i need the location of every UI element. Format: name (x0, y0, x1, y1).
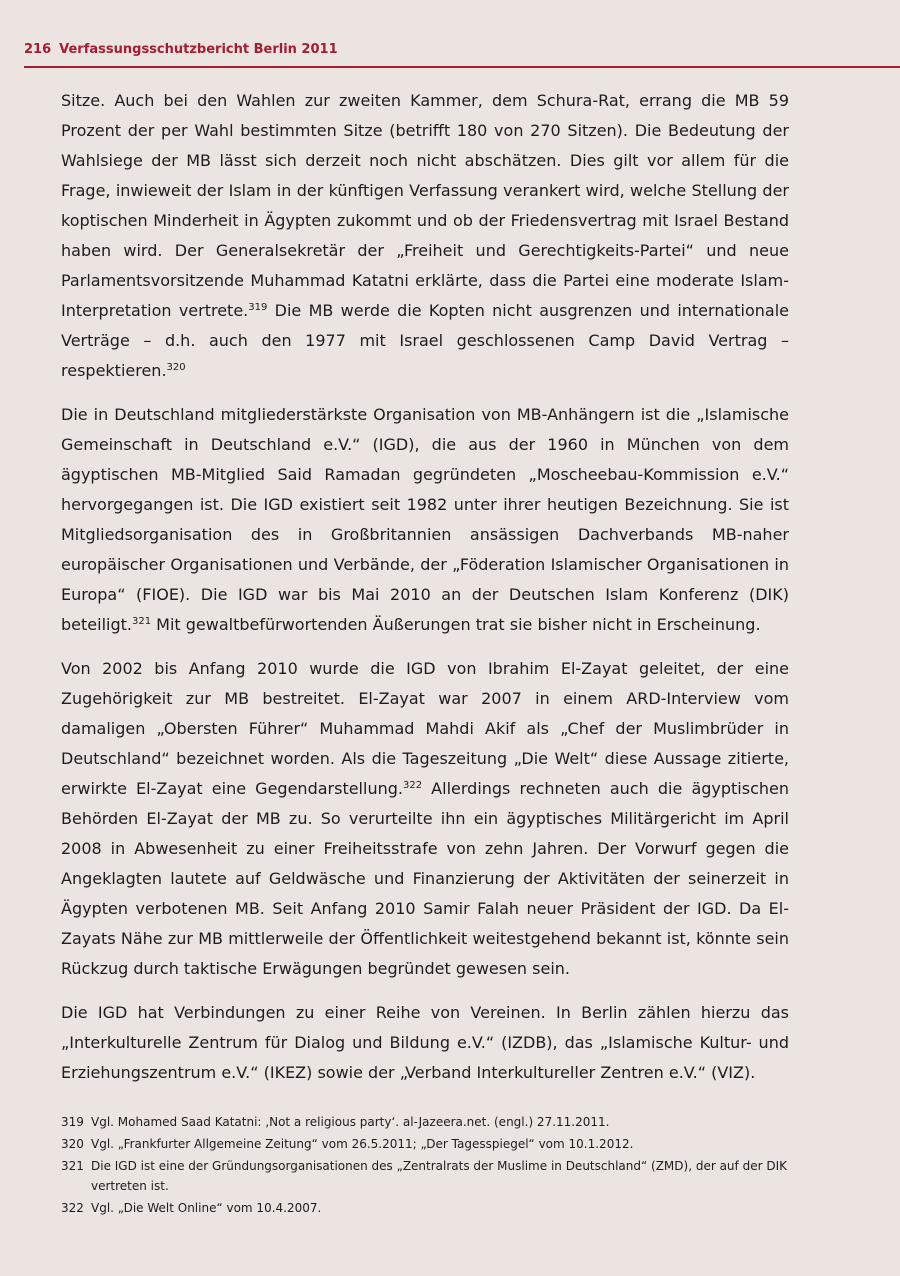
header-title: Verfassungsschutzbericht Berlin 2011 (59, 42, 338, 57)
footnote-320 (61, 1134, 801, 1154)
footnote-text: Die IGD ist eine der Gründungsorganisationen des „Zentralrats der Muslime in Deutschland“ (ZMD), der auf der DIK vertreten ist. (91, 1159, 787, 1193)
page-number: 216 (24, 42, 52, 57)
paragraph-text: Die IGD hat Verbindungen zu einer Reihe von Vereinen. In Berlin zählen hierzu das „Interkulturelle Zentrum für Dialog und Bildung e.V.“ (IZDB), das „Islamische Kultur- und Erziehungszentrum e.V.“ (IKEZ) sowie der „Verband Interkultureller Zentren e.V.“ (VIZ). (61, 1003, 789, 1082)
footnotes (61, 1112, 801, 1220)
body-text (61, 86, 789, 1102)
footnote-text: Vgl. „Frankfurter Allgemeine Zeitung“ vom 26.5.2011; „Der Tagesspiegel“ vom 10.1.2012. (91, 1137, 634, 1151)
paragraph-1 (61, 86, 789, 386)
paragraph-4 (61, 998, 789, 1088)
footnote-number: 322 (61, 1201, 84, 1215)
paragraph-2 (61, 400, 789, 640)
footnote-ref-322[interactable]: 322 (402, 780, 423, 791)
paragraph-3 (61, 654, 789, 984)
footnote-text: Vgl. Mohamed Saad Katatni: ‚Not a religious party‘. al-Jazeera.net. (engl.) 27.11.2011. (91, 1115, 610, 1129)
paragraph-text: Die in Deutschland mitgliederstärkste Organisation von MB-Anhängern ist die „Islamische Gemeinschaft in Deutschland e.V.“ (IGD), die aus der 1960 in München von dem ägyptischen MB-Mitglied Said Ramadan gegründeten „Moscheebau-Kommission e.V.“ hervorgegangen ist. Die IGD existiert seit 1982 unter ihrer heutigen Bezeichnung. Sie ist Mitgliedsorganisation des in Großbritannien ansässigen Dachverbands MB-naher europäischer Organisationen und Verbände, der „Föderation Islamischer Organisationen in Europa“ (FIOE). Die IGD war bis Mai 2010 an der Deutschen Islam Konferenz (DIK) beteiligt. (61, 405, 789, 634)
footnote-321 (61, 1156, 801, 1196)
footnote-number: 319 (61, 1115, 84, 1129)
footnote-ref-319[interactable]: 319 (248, 302, 268, 313)
footnote-number: 321 (61, 1159, 84, 1173)
paragraph-text: Mit gewaltbefürwortenden Äußerungen trat sie bisher nicht in Erscheinung. (151, 615, 761, 634)
footnote-ref-321[interactable]: 321 (131, 616, 152, 627)
footnote-text: Vgl. „Die Welt Online“ vom 10.4.2007. (91, 1201, 322, 1215)
paragraph-text: Allerdings rechneten auch die ägyptischen Behörden El-Zayat der MB zu. So verurteilte ihn ein ägyptisches Militärgericht im April 2008 in Abwesenheit zu einer Freiheitsstrafe von zehn Jahren. Der Vorwurf gegen die Angeklagten lautete auf Geldwäsche und Finanzierung der Aktivitäten der seinerzeit in Ägypten verbotenen MB. Seit Anfang 2010 Samir Falah neuer Präsident der IGD. Da El-Zayats Nähe zur MB mittlerweile der Öffentlichkeit weitestgehend bekannt ist, könnte sein Rückzug durch taktische Erwägungen begründet gewesen sein. (61, 779, 789, 978)
footnote-319 (61, 1112, 801, 1132)
footnote-number: 320 (61, 1137, 84, 1151)
header-text (24, 42, 338, 57)
paragraph-text: Sitze. Auch bei den Wahlen zur zweiten Kammer, dem Schura-Rat, errang die MB 59 Prozent der per Wahl bestimmten Sitze (betrifft 180 von 270 Sitzen). Die Bedeutung der Wahlsiege der MB lässt sich derzeit noch nicht abschätzen. Dies gilt vor allem für die Frage, inwieweit der Islam in der künftigen Verfassung verankert wird, welche Stellung der koptischen Minderheit in Ägypten zukommt und ob der Friedensvertrag mit Israel Bestand haben wird. Der Generalsekretär der „Freiheit und Gerechtigkeits-Partei“ und neue Parlamentsvorsitzende Muhammad Katatni erklärte, dass die Partei eine moderate Islam-Interpretation vertrete. (61, 91, 789, 320)
footnote-322 (61, 1198, 801, 1218)
paragraph-text: Die MB werde die Kopten nicht ausgrenzen und internationale Verträge – d.h. auch den 1977 mit Israel geschlossenen Camp David Vertrag – respektieren. (61, 301, 789, 380)
running-header (24, 40, 900, 68)
footnote-ref-320[interactable]: 320 (166, 362, 186, 373)
paragraph-text: Von 2002 bis Anfang 2010 wurde die IGD von Ibrahim El-Zayat geleitet, der eine Zugehörigkeit zur MB bestreitet. El-Zayat war 2007 in einem ARD-Interview vom damaligen „Obersten Führer“ Muhammad Mahdi Akif als „Chef der Muslimbrüder in Deutschland“ bezeichnet worden. Als die Tageszeitung „Die Welt“ diese Aussage zitierte, erwirkte El-Zayat eine Gegendarstellung. (61, 659, 789, 798)
